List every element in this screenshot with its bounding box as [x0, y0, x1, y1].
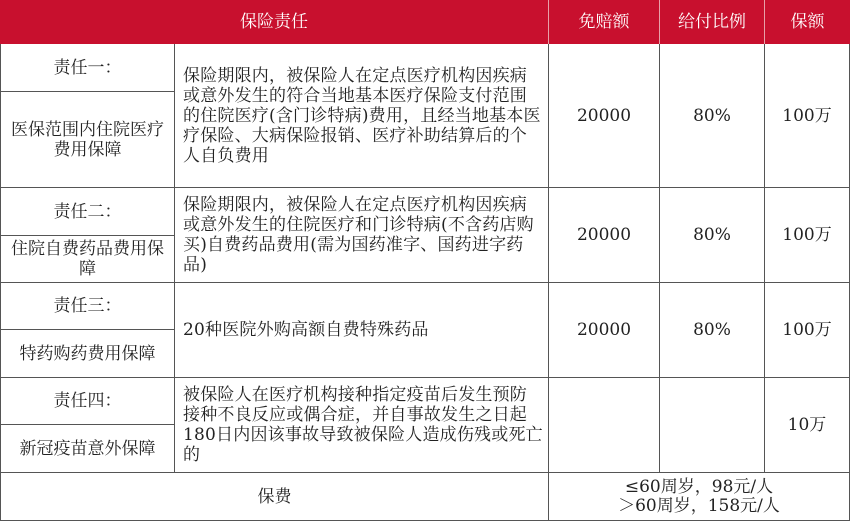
row-4-description: 被保险人在医疗机构接种指定疫苗后发生预防接种不良反应或偶合症，并自事故发生之日起180日内因该事故导致被保险人造成伤残或死亡的 — [175, 378, 549, 473]
row-4-name: 新冠疫苗意外保障 — [0, 425, 175, 473]
header-sum: 保额 — [765, 0, 850, 44]
row-2-sum: 100万 — [765, 188, 850, 283]
premium-line-over-60: ＞60周岁，158元/人 — [618, 495, 780, 516]
row-3-label: 责任三： — [0, 283, 175, 330]
row-2-ratio: 80% — [660, 188, 765, 283]
row-1-name: 医保范围内住院医疗费用保障 — [0, 92, 175, 188]
premium-line-under-60: ≤60周岁，98元/人 — [624, 476, 774, 497]
row-1-description: 保险期限内，被保险人在定点医疗机构因疾病或意外发生的符合当地基本医疗保险支付范围的住院医疗(含门诊特病)费用，且经当地基本医疗保险、大病保险报销、医疗补助结算后的个人自负费用 — [175, 44, 549, 188]
row-1-deductible: 20000 — [549, 44, 660, 188]
row-3-name: 特药购药费用保障 — [0, 330, 175, 378]
premium-label: 保费 — [0, 473, 549, 521]
header-coverage: 保险责任 — [0, 0, 549, 44]
row-1-label: 责任一： — [0, 44, 175, 92]
row-2-name: 住院自费药品费用保障 — [0, 236, 175, 283]
header-deductible: 免赔额 — [549, 0, 660, 44]
header-ratio: 给付比例 — [660, 0, 765, 44]
row-2-deductible: 20000 — [549, 188, 660, 283]
row-3-sum: 100万 — [765, 283, 850, 378]
row-4-ratio — [660, 378, 765, 473]
row-4-deductible — [549, 378, 660, 473]
row-1-ratio: 80% — [660, 44, 765, 188]
row-2-description: 保险期限内，被保险人在定点医疗机构因疾病或意外发生的住院医疗和门诊特病(不含药店购买)自费药品费用(需为国药准字、国药进字药品) — [175, 188, 549, 283]
row-3-description: 20种医院外购高额自费特殊药品 — [175, 283, 549, 378]
row-3-deductible: 20000 — [549, 283, 660, 378]
row-3-ratio: 80% — [660, 283, 765, 378]
row-4-label: 责任四： — [0, 378, 175, 425]
row-4-sum: 10万 — [765, 378, 850, 473]
row-1-sum: 100万 — [765, 44, 850, 188]
row-2-label: 责任二： — [0, 188, 175, 236]
premium-value — [549, 473, 850, 521]
